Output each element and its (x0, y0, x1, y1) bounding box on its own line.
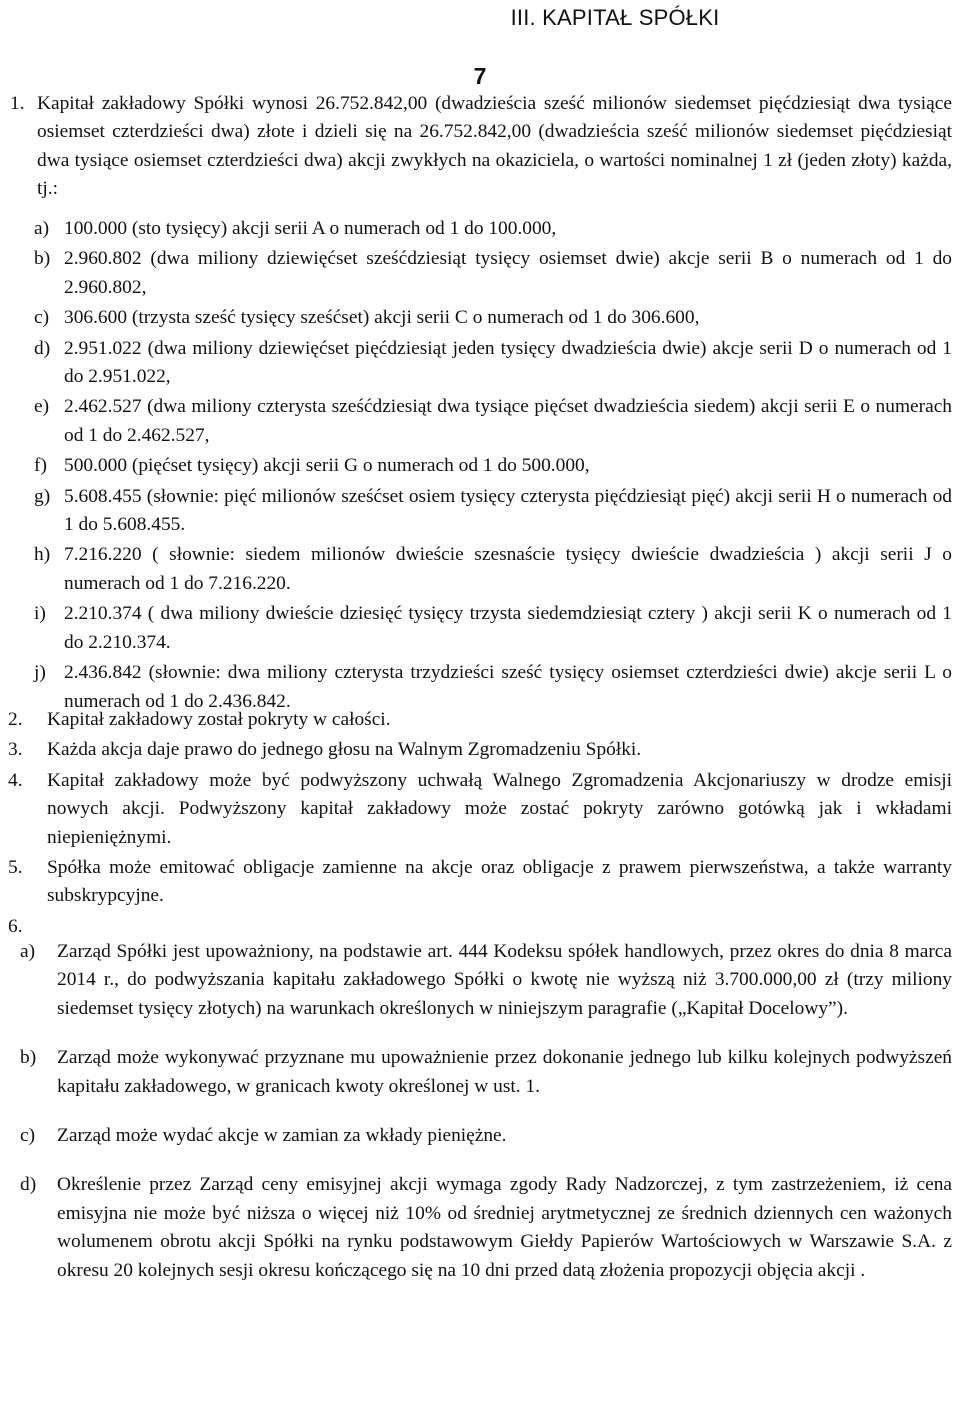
series-text: 5.608.455 (słownie: pięć milionów sześćset osiem tysięcy czterysta pięćdziesiąt pięć) akcji serii H o numerach od 1 do 5.608.455. (64, 485, 952, 536)
numbered-item (0, 913, 960, 941)
series-text: 100.000 (sto tysięcy) akcji serii A o numerach od 1 do 100.000, (64, 218, 557, 239)
chapter-title: III. KAPITAŁ SPÓŁKI (510, 5, 720, 30)
item-6-subitem (0, 1171, 960, 1285)
series-label: j) (34, 662, 46, 684)
share-series-item (0, 452, 960, 480)
item-text: Każda akcja daje prawo do jednego głosu na Walnym Zgromadzeniu Spółki. (47, 739, 642, 761)
share-series-item (0, 541, 960, 598)
subitem-label: c) (20, 1125, 36, 1147)
item-6-subitem (0, 1044, 960, 1101)
items-list (0, 706, 960, 941)
share-series-item (0, 483, 960, 540)
series-text: 7.216.220 ( słownie: siedem milionów dwieście szesnaście tysięcy dwieście dwadzieścia ) akcji serii J o numerach od 1 do 7.216.220. (64, 544, 952, 594)
item-6-subitem (0, 1122, 960, 1150)
numbered-item (0, 706, 960, 734)
subitem-label: d) (20, 1174, 37, 1196)
subitem-text: Zarząd może wykonywać przyznane mu upoważnienie przez dokonanie jednego lub kilku kolejnych podwyższeń kapitału zakładowego, w granicach kwoty określonej w ust. 1. (57, 1047, 952, 1097)
item-number: 4. (8, 769, 23, 791)
series-label: e) (34, 396, 50, 418)
item-text: Kapitał zakładowy Spółki wynosi 26.752.842,00 (dwadzieścia sześć milionów siedemset pięćdziesiąt dwa tysiące osiemset czterdzieści dwa) złote i dzieli się na 26.752.842,00 (dwadzieścia sześć milionów siedemset pięćdziesiąt dwa tysiące osiemset czterdzieści dwa) akcji zwykłych na okaziciela, o wartości nominalnej 1 zł (jeden złoty) każda, tj.: (37, 93, 952, 200)
series-label: i) (34, 603, 46, 625)
series-text: 2.960.802 (dwa miliony dziewięćset sześćdziesiąt tysięcy osiemset dwie) akcje serii B o numerach od 1 do 2.960.802, (64, 248, 952, 298)
series-label: d) (34, 337, 51, 359)
subitem-text: Zarząd Spółki jest upoważniony, na podstawie art. 444 Kodeksu spółek handlowych, przez okres do dnia 8 marca 2014 r., do podwyższania kapitału zakładowego Spółki o kwotę nie wyższą niż 3.700.000,00 zł (trzy miliony siedemset tysięcy złotych) na warunkach określonych w niniejszym paragrafie („Kapitał Docelowy”). (57, 941, 952, 1019)
share-series-item (0, 600, 960, 657)
series-text: 2.951.022 (dwa miliony dziewięćset pięćdziesiąt jeden tysięcy dwadzieścia dwie) akcje serii D o numerach od 1 do 2.951.022, (64, 337, 952, 388)
series-label: h) (34, 544, 51, 566)
series-text: 2.462.527 (dwa miliony czterysta sześćdziesiąt dwa tysiące pięćset dwadzieścia siedem) akcji serii E o numerach od 1 do 2.462.527, (64, 396, 952, 446)
item-text: Kapitał zakładowy może być podwyższony uchwałą Walnego Zgromadzenia Akcjonariuszy w drodze emisji nowych akcji. Podwyższony kapitał zakładowy może zostać pokryty zarówno gotówką jak i wkładami niepieniężnymi. (47, 769, 952, 848)
series-text: 306.600 (trzysta sześć tysięcy sześćset) akcji serii C o numerach od 1 do 306.600, (64, 307, 700, 329)
item-number: 1. (10, 93, 25, 114)
numbered-item (0, 767, 960, 852)
series-label: b) (34, 248, 51, 270)
numbered-item (0, 736, 960, 764)
item-number: 3. (8, 739, 23, 761)
item-6-subitems (0, 938, 960, 1285)
item-number: 2. (8, 709, 23, 730)
share-series-item (0, 304, 960, 332)
series-label: a) (34, 218, 50, 239)
share-series-item (0, 393, 960, 450)
item-text: Kapitał zakładowy został pokryty w całości. (47, 709, 391, 730)
series-text: 500.000 (pięćset tysięcy) akcji serii G o numerach od 1 do 500.000, (64, 455, 590, 477)
share-series-item (0, 335, 960, 392)
series-label: c) (34, 307, 50, 329)
series-text: 2.436.842 (słownie: dwa miliony czterysta trzydzieści sześć tysięcy osiemset czterdzieści dwie) akcje serii L o numerach od 1 do 2.436.842. (64, 662, 952, 712)
item-1 (0, 90, 960, 204)
subitem-text: Określenie przez Zarząd ceny emisyjnej akcji wymaga zgody Rady Nadzorczej, z tym zastrzeżeniem, iż cena emisyjna nie może być niższa o więcej niż 10% od średniej arytmetycznej ze średnich dziennych cen ważonych wolumenem obrotu akcji Spółki na rynku podstawowym Giełdy Papierów Wartościowych w Warszawie S.A. z okresu 20 kolejnych sesji okresu kończącego się na 10 dni przed datą złożenia propozycji objęcia akcji . (57, 1174, 952, 1281)
item-6-subitem (0, 938, 960, 1023)
share-series-item (0, 245, 960, 302)
subitem-label: b) (20, 1047, 37, 1069)
item-text (47, 913, 952, 941)
series-list (0, 215, 960, 716)
subitem-text: Zarząd może wydać akcje w zamian za wkłady pieniężne. (57, 1125, 507, 1147)
series-text: 2.210.374 ( dwa miliony dwieście dziesięć tysięcy trzysta siedemdziesiąt cztery ) akcji serii K o numerach od 1 do 2.210.374. (64, 603, 952, 653)
share-series-item (0, 215, 960, 243)
series-label: f) (34, 455, 47, 477)
item-number: 5. (8, 857, 23, 879)
paragraph-number: 7 (473, 63, 487, 89)
numbered-item (0, 854, 960, 911)
item-text: Spółka może emitować obligacje zamienne na akcje oraz obligacje z prawem pierwszeństwa, a także warranty subskrypcyjne. (47, 857, 952, 907)
series-label: g) (34, 485, 51, 507)
subitem-label: a) (20, 941, 36, 962)
item-number: 6. (8, 915, 23, 937)
